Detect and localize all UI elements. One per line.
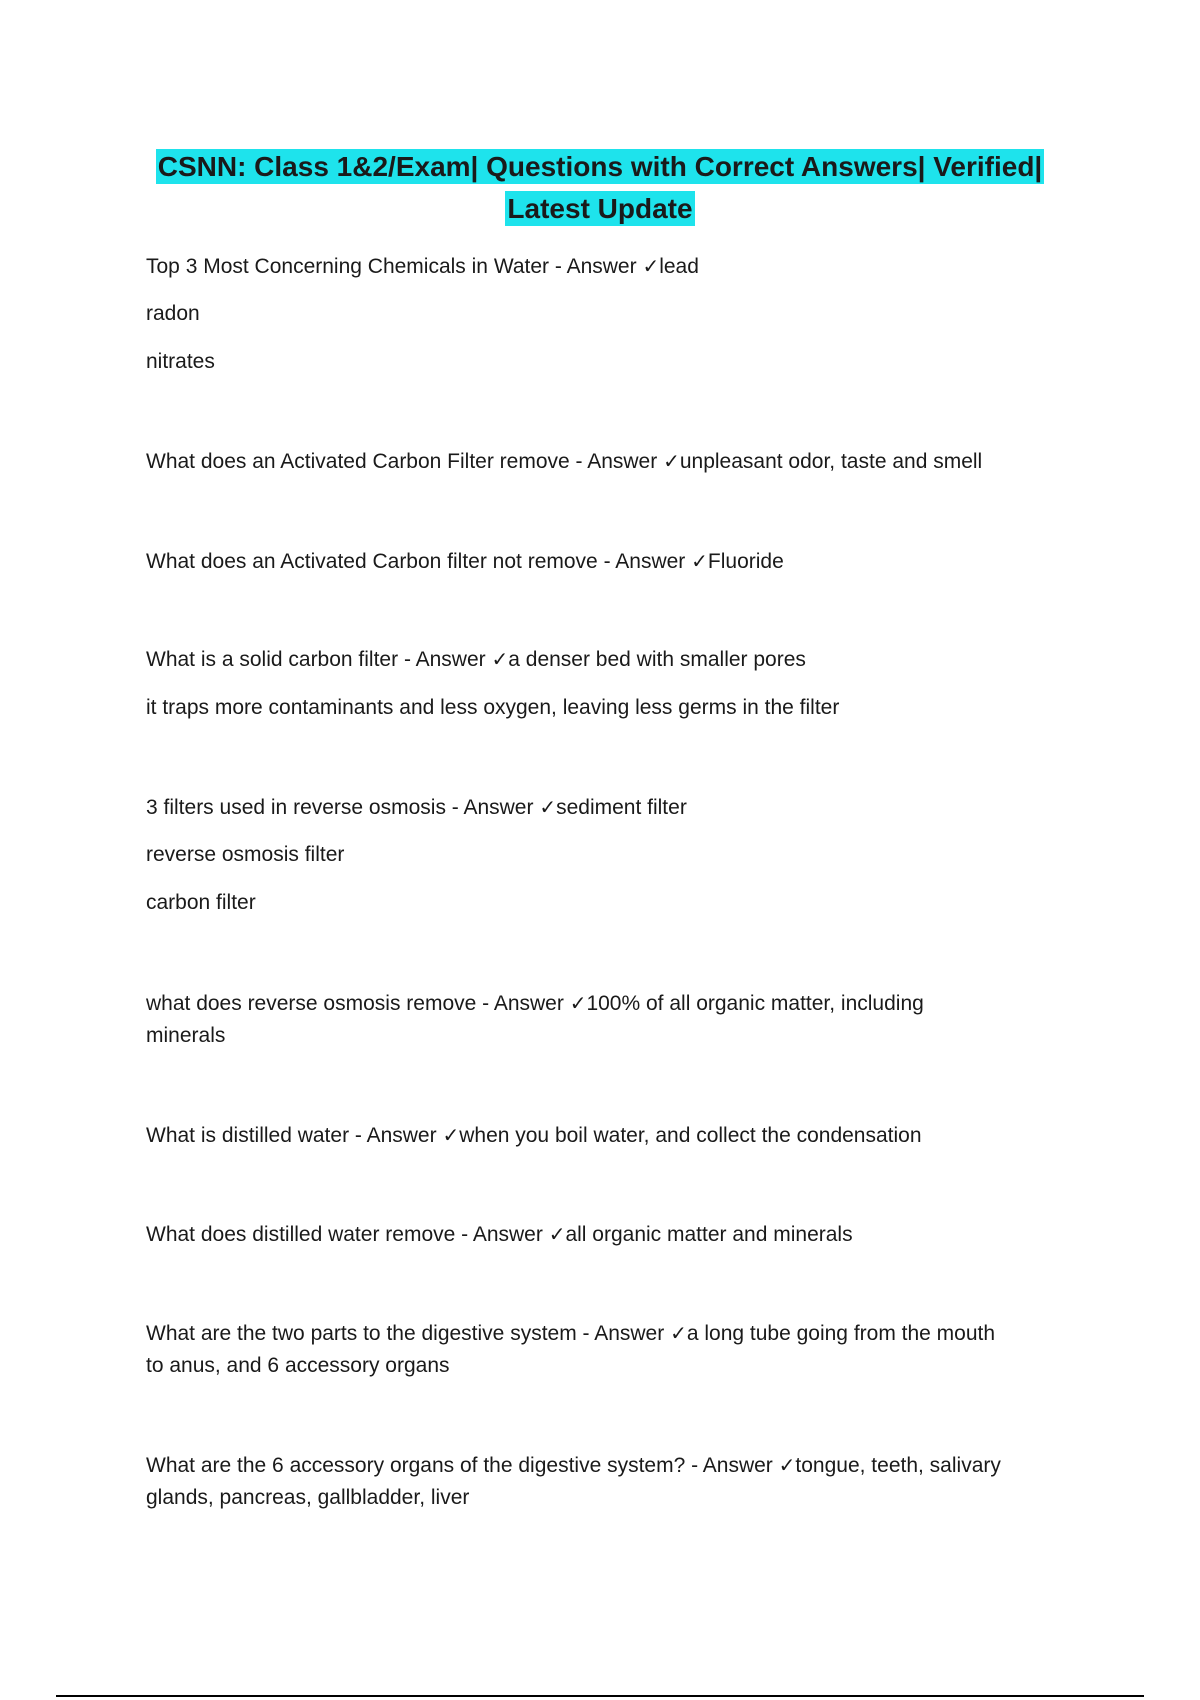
question-text: what does reverse osmosis remove — [146, 992, 477, 1015]
answer-text: 100% of all organic matter, including minerals — [146, 992, 924, 1047]
title-line-2: Latest Update — [507, 193, 693, 224]
question-text: What are the two parts to the digestive system — [146, 1322, 577, 1345]
answer-text: when you boil water, and collect the condensation — [459, 1124, 922, 1147]
checkmark-icon: ✓ — [778, 1453, 796, 1477]
question-text: What does distilled water remove — [146, 1223, 456, 1246]
answer-label: - Answer — [476, 992, 570, 1015]
qa-item — [146, 643, 1066, 676]
qa-item — [146, 987, 996, 1052]
answer-label: - Answer — [597, 550, 692, 573]
title-line-1: CSNN: Class 1&2/Exam| Questions with Correct Answers| Verified| — [157, 151, 1043, 182]
answer-label: - Answer — [685, 1454, 779, 1477]
answer-extra-line: it traps more contaminants and less oxygen, leaving less germs in the filter — [146, 696, 840, 719]
checkmark-icon: ✓ — [548, 1222, 566, 1246]
question-text: What does an Activated Carbon filter not remove — [146, 550, 598, 573]
answer-extra-line: reverse osmosis filter — [146, 843, 345, 866]
answer-extra-line: nitrates — [146, 350, 215, 373]
answer-label: - Answer — [349, 1124, 443, 1147]
qa-item — [146, 1449, 1066, 1514]
checkmark-icon: ✓ — [539, 795, 557, 819]
question-text: Top 3 Most Concerning Chemicals in Water — [146, 255, 550, 278]
question-text: What is a solid carbon filter — [146, 648, 399, 671]
answer-extra-line: carbon filter — [146, 891, 256, 914]
qa-item — [146, 250, 1066, 283]
answer-label: - Answer — [576, 1322, 671, 1345]
document-title — [145, 146, 1055, 230]
answer-text: tongue, teeth, salivary glands, pancreas, gallbladder, liver — [146, 1454, 1001, 1509]
question-text: What are the 6 accessory organs of the digestive system? — [146, 1454, 686, 1477]
answer-text: lead — [659, 255, 699, 278]
checkmark-icon: ✓ — [670, 1321, 687, 1345]
answer-extra-line: radon — [146, 302, 200, 325]
answer-text: sediment filter — [556, 796, 687, 819]
answer-label: - Answer — [455, 1223, 549, 1246]
checkmark-icon: ✓ — [491, 647, 509, 671]
qa-item — [146, 1317, 1006, 1382]
answer-label: - Answer — [445, 796, 540, 819]
qa-item — [146, 1119, 1066, 1152]
qa-item — [146, 545, 1066, 578]
checkmark-icon: ✓ — [642, 254, 660, 278]
answer-text: unpleasant odor, taste and smell — [679, 450, 983, 473]
checkmark-icon: ✓ — [663, 449, 680, 473]
qa-item — [146, 791, 1066, 824]
answer-text: all organic matter and minerals — [565, 1223, 853, 1246]
answer-label: - Answer — [398, 648, 492, 671]
question-text: What does an Activated Carbon Filter remove — [146, 450, 570, 473]
answer-text: a long tube going from the mouth to anus, and 6 accessory organs — [146, 1322, 996, 1377]
answer-text: a denser bed with smaller pores — [508, 648, 806, 671]
question-text: What is distilled water — [146, 1124, 350, 1147]
answer-text: Fluoride — [707, 550, 784, 573]
question-text: 3 filters used in reverse osmosis — [146, 796, 446, 819]
answer-label: - Answer — [549, 255, 643, 278]
qa-item — [146, 1218, 1066, 1251]
footer-divider — [56, 1695, 1144, 1697]
answer-label: - Answer — [569, 450, 664, 473]
checkmark-icon: ✓ — [569, 991, 587, 1015]
checkmark-icon: ✓ — [442, 1123, 460, 1147]
checkmark-icon: ✓ — [691, 549, 708, 573]
qa-item — [146, 445, 1066, 478]
